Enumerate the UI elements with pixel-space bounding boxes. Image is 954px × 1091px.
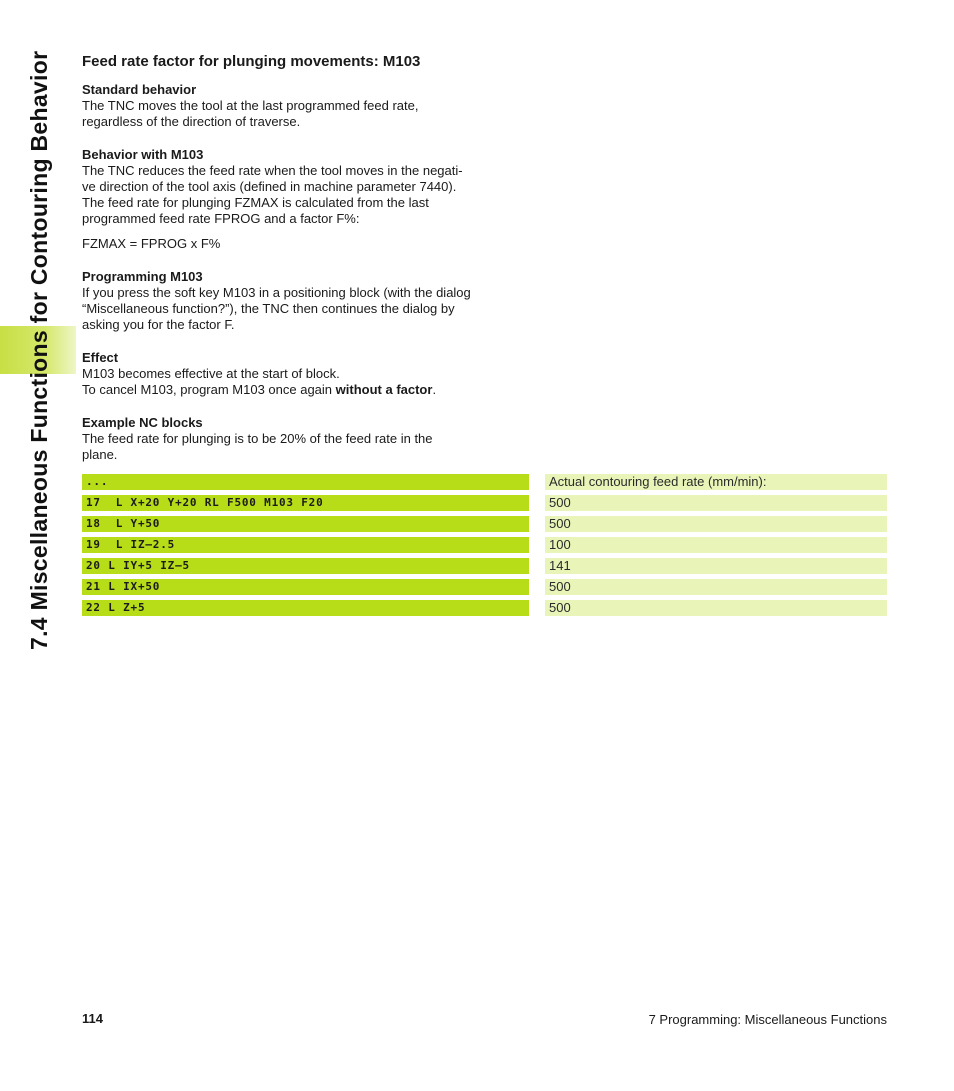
paragraph-line: M103 becomes effective at the start of block. <box>82 366 340 381</box>
paragraph-line: “Miscellaneous function?”), the TNC then continues the dialog by <box>82 301 455 316</box>
main-content <box>82 52 527 463</box>
feed-rate-cell: 100 <box>545 537 887 553</box>
nc-code-cell: 22 L Z+5 <box>82 600 529 616</box>
feed-rate-cell: 141 <box>545 558 887 574</box>
table-row <box>82 579 887 595</box>
chapter-footer: 7 Programming: Miscellaneous Functions <box>648 1012 887 1027</box>
paragraph-line: The feed rate for plunging is to be 20% of the feed rate in the <box>82 431 433 446</box>
text-run: . <box>432 382 437 397</box>
nc-code-cell: ... <box>82 474 529 490</box>
table-row <box>82 495 887 511</box>
paragraph-line: The feed rate for plunging FZMAX is calculated from the last <box>82 195 429 210</box>
feed-rate-cell: Actual contouring feed rate (mm/min): <box>545 474 887 490</box>
nc-code-cell: 21 L IX+50 <box>82 579 529 595</box>
effect-heading: Effect <box>82 350 119 365</box>
standard-behavior-heading: Standard behavior <box>82 82 197 97</box>
nc-code-cell: 20 L IY+5 IZ–5 <box>82 558 529 574</box>
formula: FZMAX = FPROG x F% <box>82 236 221 251</box>
paragraph-line: ve direction of the tool axis (defined in machine parameter 7440). <box>82 179 457 194</box>
table-row <box>82 558 887 574</box>
nc-code-cell: 18 L Y+50 <box>82 516 529 532</box>
emphasis-text: without a factor <box>335 382 433 397</box>
feed-rate-cell: 500 <box>545 516 887 532</box>
example-heading: Example NC blocks <box>82 415 203 430</box>
nc-blocks-table <box>82 474 887 621</box>
section-side-title: 7.4 Miscellaneous Functions for Contouring Behavior <box>26 50 52 650</box>
page-heading: Feed rate factor for plunging movements: M103 <box>82 53 421 70</box>
nc-code-cell: 17 L X+20 Y+20 RL F500 M103 F20 <box>82 495 529 511</box>
nc-code-cell: 19 L IZ–2.5 <box>82 537 529 553</box>
table-row <box>82 474 887 490</box>
paragraph-line: If you press the soft key M103 in a positioning block (with the dialog <box>82 285 471 300</box>
feed-rate-cell: 500 <box>545 600 887 616</box>
paragraph-line <box>82 382 527 398</box>
feed-rate-cell: 500 <box>545 495 887 511</box>
text-run: To cancel M103, program M103 once again <box>82 382 336 397</box>
paragraph-line: asking you for the factor F. <box>82 317 235 332</box>
feed-rate-cell: 500 <box>545 579 887 595</box>
paragraph-line: The TNC moves the tool at the last programmed feed rate, <box>82 98 419 113</box>
paragraph-line: plane. <box>82 447 118 462</box>
behavior-m103-heading: Behavior with M103 <box>82 147 204 162</box>
page-number: 114 <box>82 1011 103 1026</box>
table-row <box>82 600 887 616</box>
table-row <box>82 516 887 532</box>
table-row <box>82 537 887 553</box>
paragraph-line: The TNC reduces the feed rate when the tool moves in the negati- <box>82 163 463 178</box>
programming-m103-heading: Programming M103 <box>82 269 203 284</box>
paragraph-line: regardless of the direction of traverse. <box>82 114 301 129</box>
paragraph-line: programmed feed rate FPROG and a factor F%: <box>82 211 360 226</box>
